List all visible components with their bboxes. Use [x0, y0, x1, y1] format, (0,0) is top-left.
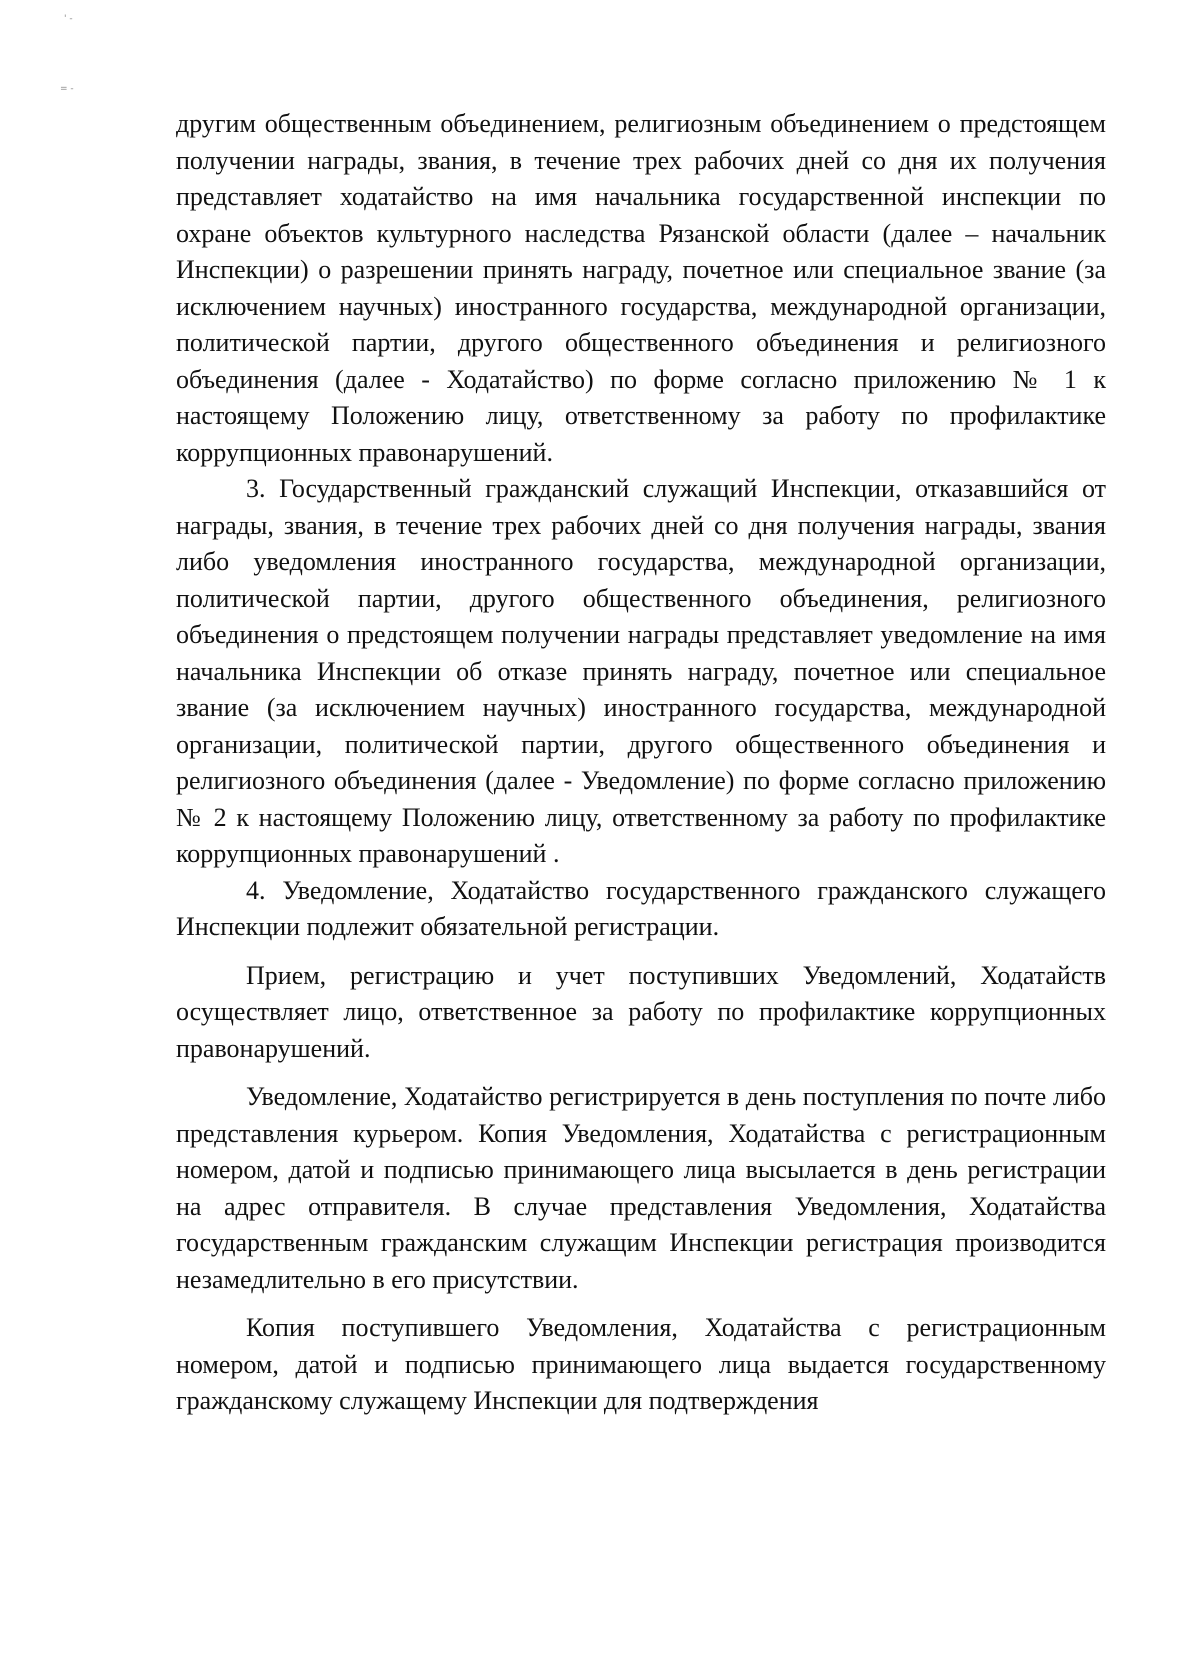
paragraph-item-3: 3. Государственный гражданский служащий Инспекции, отказавшийся от награды, звания, в течение трех рабочих дней со дня получения награды, звания либо уведомления иностранного государства, международной организации, политической партии, другого общественного объединения, религиозного объединения о предстоящем получении награды представляет уведомление на имя начальника Инспекции об отказе принять награду, почетное или специальное звание (за исключением научных) иностранного государства, международной организации, политической партии, другого общественного объединения и религиозного объединения (далее - Уведомление) по форме согласно приложению № 2 к настоящему Положению лицу, ответственному за работу по профилактике коррупционных правонарушений .	[176, 474, 1106, 868]
paragraph-registration: Уведомление, Ходатайство регистрируется в день поступления по почте либо представления курьером. Копия Уведомления, Ходатайства с регистрационным номером, датой и подписью принимающего лица высылается в день регистрации на адрес отправителя. В случае представления Уведомления, Ходатайства государственным гражданским служащим Инспекции регистрация производится незамедлительно в его присутствии.	[176, 1082, 1106, 1294]
paragraph-item-4: 4. Уведомление, Ходатайство государственного гражданского служащего Инспекции подлежит обязательной регистрации.	[176, 875, 1106, 941]
document-body	[176, 106, 1106, 1420]
paragraph-reception: Прием, регистрацию и учет поступивших Уведомлений, Ходатайств осуществляет лицо, ответственное за работу по профилактике коррупционных правонарушений.	[176, 960, 1106, 1063]
paragraph-continuation: другим общественным объединением, религиозным объединением о предстоящем получении награды, звания, в течение трех рабочих дней со дня их получения представляет ходатайство на имя начальника государственной инспекции по охране объектов культурного наследства Рязанской области (далее – начальник Инспекции) о разрешении принять награду, почетное или специальное звание (за исключением научных) иностранного государства, международной организации, политической партии, другого общественного объединения и религиозного объединения (далее - Ходатайство) по форме согласно приложению № 1 к настоящему Положению лицу, ответственному за работу по профилактике коррупционных правонарушений.	[176, 109, 1106, 467]
scan-mark-top: ' -	[64, 14, 73, 24]
paragraph-copy: Копия поступившего Уведомления, Ходатайства с регистрационным номером, датой и подписью принимающего лица выдается государственному гражданскому служащему Инспекции для подтверждения	[176, 1313, 1106, 1415]
scan-mark-margin: = -	[60, 84, 74, 94]
